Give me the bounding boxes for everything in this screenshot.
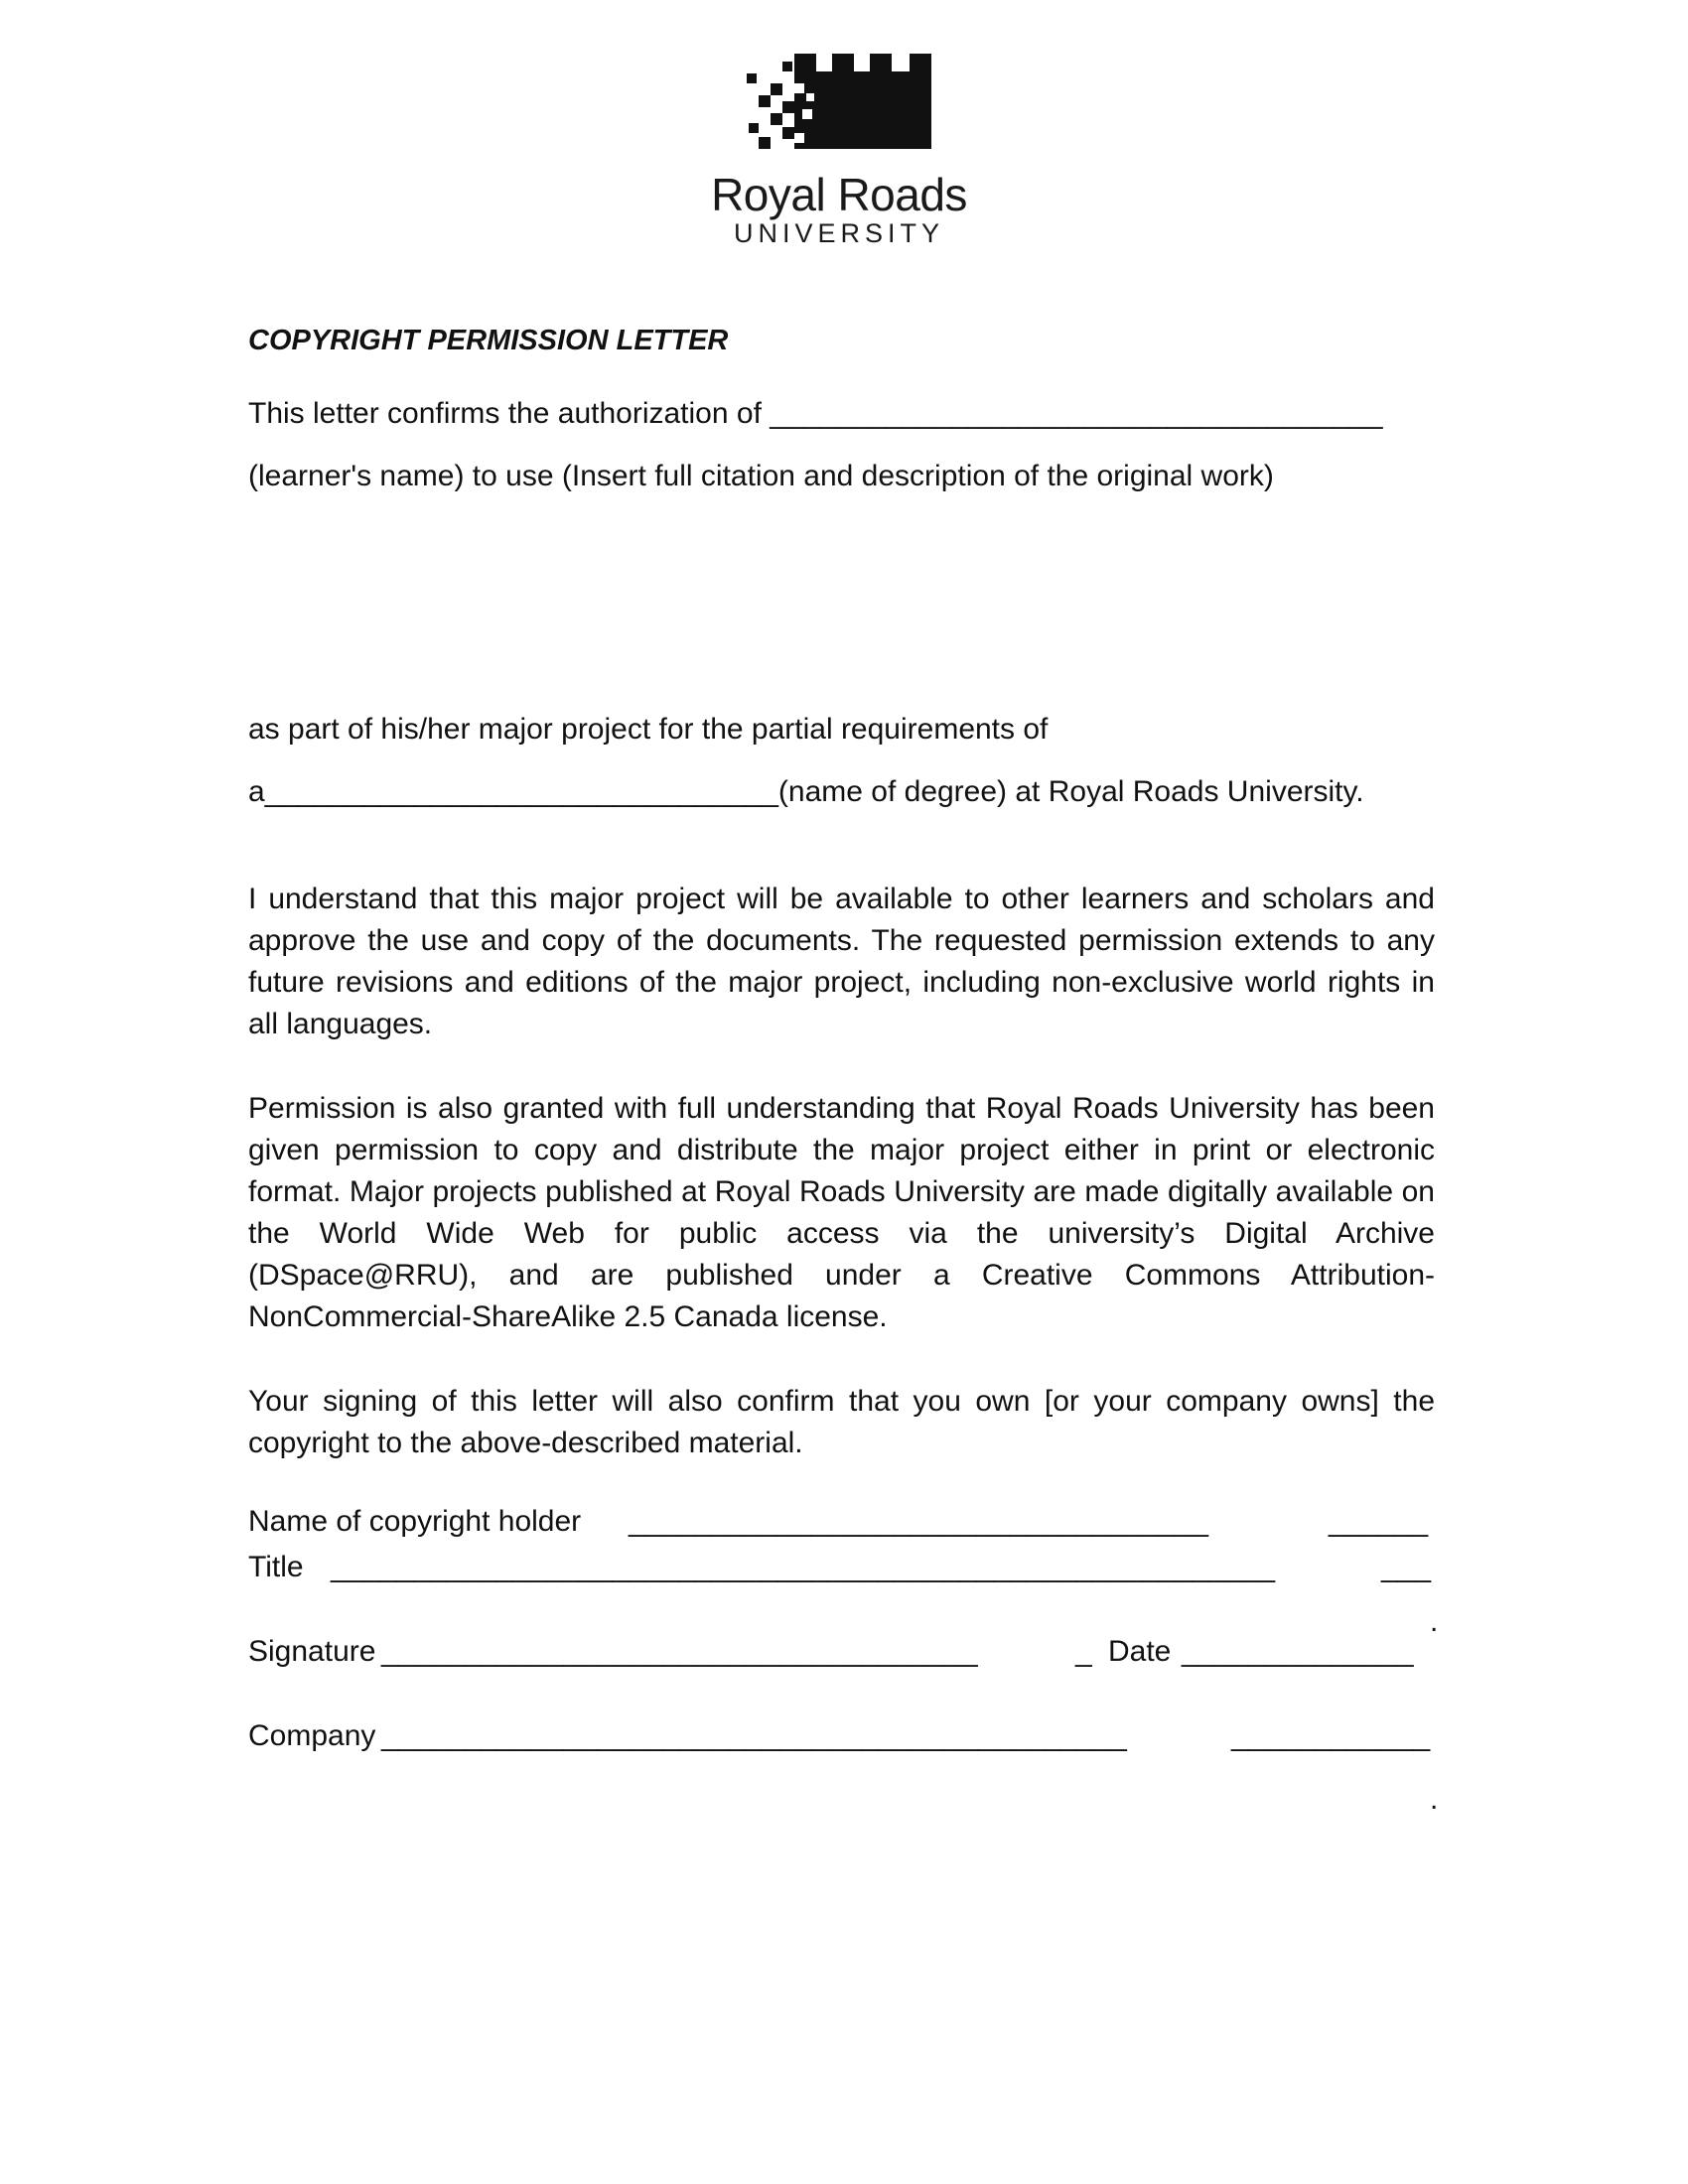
signature-gap: _ — [1075, 1635, 1092, 1668]
degree-line: a_______________________________(name of degree) at Royal Roads University. — [248, 775, 1364, 808]
understanding-paragraph: I understand that this major project will be available to other learners and scholars and approve the use and copy of the documents. The requested permission extends to any future revisions and editions of the major project, including non-exclusive world rights in all languages. — [248, 883, 1435, 1040]
company-field[interactable]: _____________________________________________ — [381, 1719, 1127, 1752]
university-name: Royal Roads — [711, 169, 967, 220]
university-logo — [705, 54, 973, 248]
holder-label: Name of copyright holder — [248, 1505, 582, 1538]
partial-requirements-line: as part of his/her major project for the partial requirements of — [248, 713, 1049, 746]
authorization-line: This letter confirms the authorization of _____________________________________ — [248, 397, 1383, 430]
university-subtitle: UNIVERSITY — [733, 218, 945, 248]
separator-dot: . — [1430, 1605, 1439, 1638]
castle-pixel-icon — [747, 54, 931, 149]
holder-field[interactable]: ___________________________________ — [629, 1505, 1208, 1538]
learner-line: (learner's name) to use (Insert full citation and description of the original work) — [248, 460, 1274, 492]
signature-label: Signature — [248, 1635, 376, 1668]
ownership-paragraph: Your signing of this letter will also confirm that you own [or your company owns] the copyright to the above-described material. — [248, 1385, 1435, 1459]
title-tail: ___ — [1381, 1551, 1432, 1583]
title-label: Title — [248, 1551, 304, 1583]
company-tail: ____________ — [1231, 1719, 1431, 1752]
date-label: Date — [1108, 1635, 1172, 1668]
holder-tail: ______ — [1329, 1505, 1429, 1538]
company-label: Company — [248, 1719, 376, 1752]
signature-field[interactable]: ____________________________________ — [381, 1635, 978, 1668]
title-field[interactable]: _________________________________________________________ — [331, 1551, 1276, 1583]
letter-heading: COPYRIGHT PERMISSION LETTER — [248, 325, 729, 356]
permission-paragraph: Permission is also granted with full understanding that Royal Roads University has been given permission to copy and distribute the major project either in print or electronic format. Major projects published at Royal Roads University are made digitally available on the World Wide Web for public access via the university’s Digital Archive (DSpace@RRU), and are published under a Creative Commons Attribution-NonCommercial-ShareAlike 2.5 Canada license. — [248, 1092, 1435, 1333]
end-dot: . — [1430, 1783, 1439, 1816]
date-field[interactable]: ______________ — [1182, 1635, 1414, 1668]
